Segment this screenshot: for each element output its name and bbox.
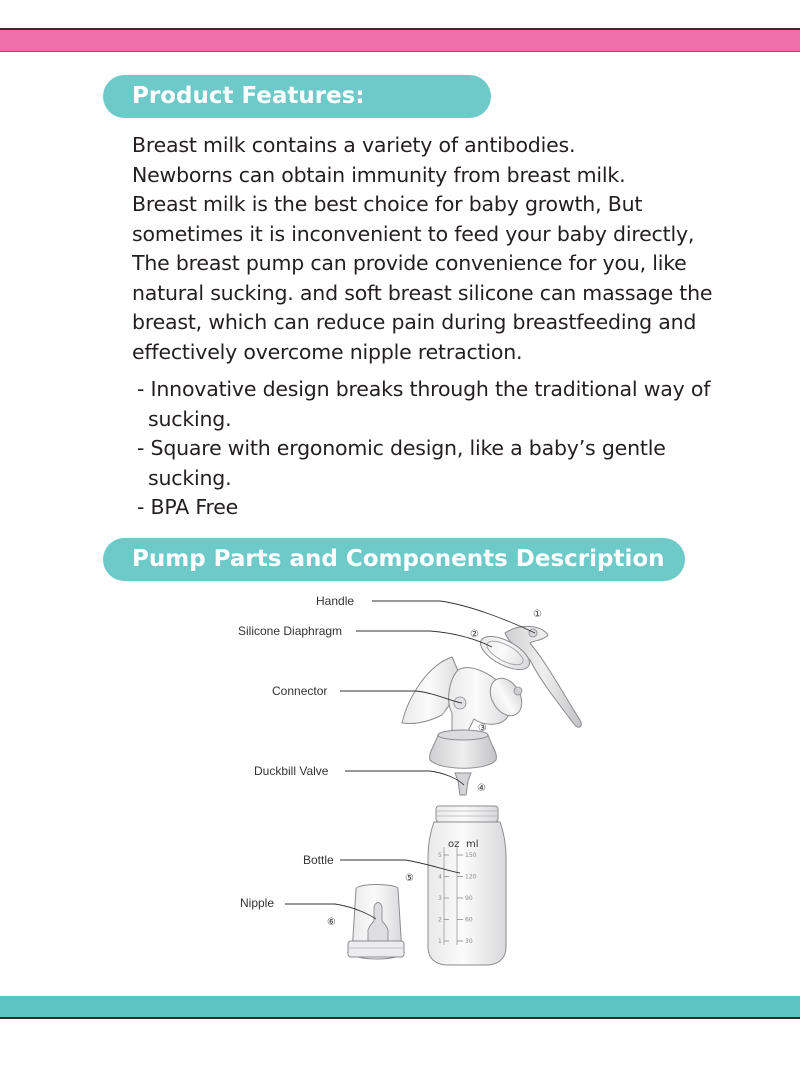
description-line: The breast pump can provide convenience for you, like	[132, 251, 687, 275]
feature-bullets	[137, 375, 777, 523]
description-line: sometimes it is inconvenient to feed your baby directly,	[132, 221, 695, 246]
label-silicone-diaphragm: Silicone Diaphragm	[238, 624, 343, 638]
description-line: breast, which can reduce pain during breastfeeding and	[132, 310, 697, 334]
bottle-oz-label: 5	[438, 852, 442, 859]
bottle-illustration	[428, 806, 506, 965]
number-1: ①	[533, 609, 542, 620]
bottom-rule	[0, 1017, 800, 1019]
features-description	[132, 131, 772, 367]
pump-parts-diagram	[230, 585, 590, 975]
number-6: ⑥	[327, 917, 336, 928]
bottle-ml-label: 120	[465, 873, 477, 881]
bullet-line: - Square with ergonomic design, like a baby’s gentle	[137, 436, 666, 460]
pump-parts-heading: Pump Parts and Components Description	[103, 538, 685, 581]
bottle-oz-label: 4	[438, 873, 442, 881]
bullet-line: - Innovative design breaks through the traditional way of	[137, 377, 711, 401]
connector-illustration	[449, 668, 528, 735]
bottle-ml-unit: ml	[466, 839, 479, 850]
description-line: effectively overcome nipple retraction.	[132, 339, 523, 364]
bottom-teal-band	[0, 996, 800, 1017]
label-nipple: Nipple	[240, 896, 275, 910]
label-handle: Handle	[316, 594, 355, 608]
bottle-oz-label: 1	[438, 938, 442, 945]
pump-base-illustration	[430, 730, 497, 768]
number-2: ②	[470, 629, 479, 640]
number-4: ④	[477, 783, 486, 794]
description-line: natural sucking. and soft breast silicone can massage the	[132, 280, 713, 305]
top-pink-band	[0, 30, 800, 51]
bottle-ml-label: 30	[465, 938, 473, 945]
bullet-line: - BPA Free	[137, 495, 239, 519]
bottle-ml-label: 90	[465, 895, 473, 902]
bottle-oz-label: 2	[438, 916, 442, 924]
nipple-illustration	[348, 885, 404, 960]
label-duckbill-valve: Duckbill Valve	[254, 764, 329, 778]
bottle-ml-label: 150	[465, 852, 477, 859]
description-line: Breast milk contains a variety of antibodies.	[132, 133, 576, 157]
label-connector: Connector	[272, 684, 328, 698]
bullet-line: sucking.	[148, 406, 232, 431]
top-rule-lower	[0, 51, 800, 52]
number-5: ⑤	[405, 873, 414, 884]
bottle-ml-label: 60	[465, 916, 473, 924]
description-line: Breast milk is the best choice for baby growth, But	[132, 192, 643, 216]
number-3: ③	[478, 723, 487, 734]
bottle-oz-unit: oz	[448, 839, 460, 850]
bullet-line: sucking.	[148, 465, 232, 490]
bottle-oz-label: 3	[438, 895, 442, 902]
description-line: Newborns can obtain immunity from breast milk.	[132, 162, 626, 187]
product-features-heading: Product Features:	[103, 75, 491, 118]
label-bottle: Bottle	[303, 853, 334, 867]
